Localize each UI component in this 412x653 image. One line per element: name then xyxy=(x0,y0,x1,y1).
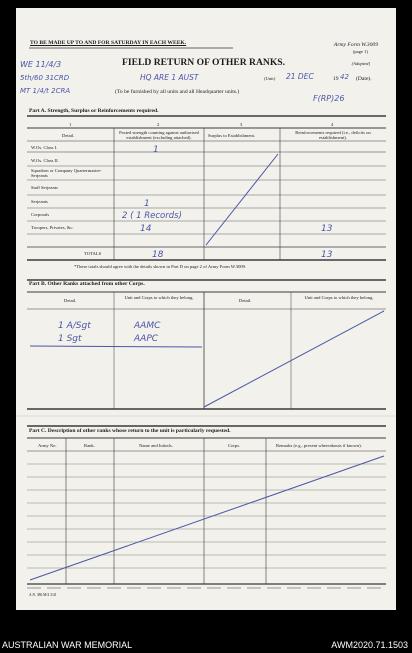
part-c-header-army-no: Army No. xyxy=(38,443,57,448)
printer-note: A.N. 386 M/4 3/41 xyxy=(29,593,57,597)
part-a-posted-value: 1 xyxy=(153,145,159,155)
part-b-row-detail: 1 A/Sgt xyxy=(58,321,91,331)
part-c-header-corps: Corps. xyxy=(228,443,241,448)
form-id: Army Form W.3009 xyxy=(333,42,378,48)
furnish-note: (To be furnished by all units and all Headquarter units.) xyxy=(115,89,240,95)
part-a-header-surplus: Surplus to Establishment. xyxy=(208,133,256,138)
part-a-row-detail: W.Os. Class II. xyxy=(31,158,59,163)
part-a-row-detail: Serjeants xyxy=(31,199,48,204)
date-label: 19 xyxy=(333,76,339,82)
part-c-header-name: Name and Initials. xyxy=(139,443,173,448)
handwritten-ref-3: MT 1/4/t 2CRA xyxy=(20,87,71,95)
part-b-header-detail-2: Detail. xyxy=(239,298,252,303)
unit-label: (Unit) xyxy=(264,76,276,81)
adapted-note: (Adapted) xyxy=(351,61,370,66)
part-a-header-reinf: Reinforcements required (i.e., deficits on establishment). xyxy=(295,130,371,140)
part-a-col-number: 1 xyxy=(69,122,72,127)
part-c-header-remarks: Remarks (e.g., present whereabouts if known). xyxy=(276,443,362,448)
part-a-posted-value: 1 xyxy=(144,199,150,209)
archive-accession-number: AWM2020.71.1503 xyxy=(331,640,408,650)
handwritten-ref-1: WE 11/4/3 xyxy=(20,60,62,69)
part-a-reinf-value: 13 xyxy=(321,224,333,234)
handwritten-unit: HQ ARE 1 AUST xyxy=(140,73,199,82)
part-b-header-unit-2: Unit and Corps to which they belong. xyxy=(304,295,374,300)
archive-credit: AUSTRALIAN WAR MEMORIAL xyxy=(2,640,133,650)
totals-label: TOTALS xyxy=(84,251,102,256)
date-suffix: (Date). xyxy=(356,76,372,82)
handwritten-year: 42 xyxy=(340,73,349,81)
part-a-posted-value: 2 ( 1 Records) xyxy=(122,211,182,221)
part-a-row-detail: Corporals xyxy=(31,212,50,217)
part-a-row-detail: Staff Serjeants xyxy=(31,185,58,190)
instruction-text: TO BE MADE UP TO AND FOR SATURDAY IN EACH WEEK. xyxy=(30,40,187,46)
part-a-header-posted: Posted strength counting against authorised establishment (excluding attached). xyxy=(119,130,199,140)
part-a-col-number: 4 xyxy=(331,122,334,127)
part-a-posted-value: 14 xyxy=(140,224,152,234)
total-posted: 18 xyxy=(152,250,164,260)
part-b-header-detail: Detail. xyxy=(64,298,77,303)
page-title: FIELD RETURN OF OTHER RANKS. xyxy=(122,57,286,68)
handwritten-date: 21 DEC xyxy=(286,72,314,81)
part-a-header-detail: Detail. xyxy=(62,133,75,138)
part-a-heading: Part A. Strength, Surplus or Reinforcements required. xyxy=(29,108,159,114)
part-a-footnote: *These totals should agree with the details shown in Part D on page 2 of Army Form W.3009. xyxy=(74,264,247,269)
part-a-row-detail: Troopers, Privates, &c. xyxy=(31,225,74,230)
part-a-row-detail: W.Os. Class I. xyxy=(31,145,58,150)
page-number: (page 1) xyxy=(352,49,368,54)
part-b-row-unit: AAPC xyxy=(134,334,159,344)
part-b-row-detail: 1 Sgt xyxy=(58,334,82,344)
form-sheet xyxy=(16,8,396,610)
part-b-heading: Part B. Other Ranks attached from other Corps. xyxy=(29,281,145,287)
part-c-header-rank: Rank. xyxy=(84,443,95,448)
part-c-heading: Part C. Description of other ranks whose return to the unit is particularly requested. xyxy=(29,428,231,434)
handwritten-form-ref: F(RP)26 xyxy=(313,94,345,103)
part-a-col-number: 2 xyxy=(157,122,160,127)
total-reinf: 13 xyxy=(321,250,333,260)
handwritten-ref-2: 5th/60 31CRD xyxy=(20,74,70,82)
part-b-row-unit: AAMC xyxy=(134,321,161,331)
part-a-col-number: 3 xyxy=(240,122,243,127)
part-a-row-detail: Squadron or Company Quartermaster-Serjeants xyxy=(31,168,102,178)
part-b-header-unit: Unit and Corps to which they belong. xyxy=(124,295,194,300)
